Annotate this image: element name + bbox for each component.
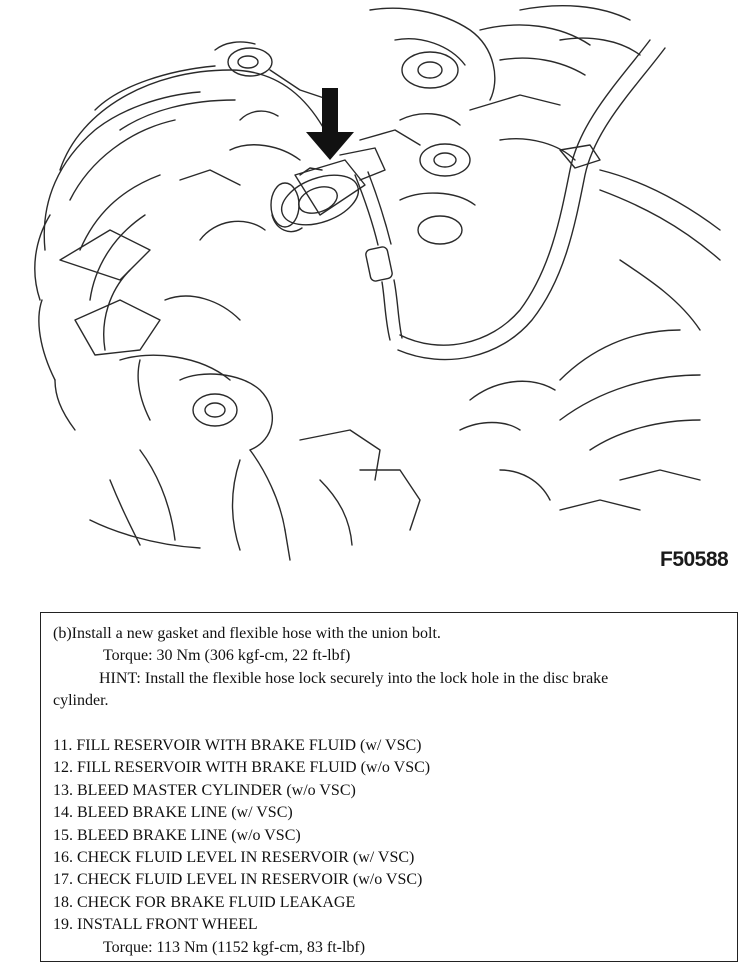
- steering-knuckle-drawing: [360, 6, 640, 244]
- procedure-step: 15. BLEED BRAKE LINE (w/o VSC): [53, 826, 301, 844]
- rotor-edge-drawing: [460, 330, 700, 510]
- procedure-step: 11. FILL RESERVOIR WITH BRAKE FLUID (w/ VSC): [53, 737, 422, 755]
- hint-text: HINT: Install the flexible hose lock securely into the lock hole in the disc brake: [99, 669, 609, 687]
- procedure-step: 16. CHECK FLUID LEVEL IN RESERVOIR (w/ VSC): [53, 849, 415, 867]
- procedure-step: 12. FILL RESERVOIR WITH BRAKE FLUID (w/o VSC): [53, 759, 431, 777]
- procedure-step: 17. CHECK FLUID LEVEL IN RESERVOIR (w/o VSC): [53, 871, 423, 889]
- figure-id-label: F50588: [660, 548, 729, 571]
- down-arrow-pointer-icon: [306, 88, 354, 160]
- torque-b-text: Torque: 30 Nm (306 kgf-cm, 22 ft-lbf): [103, 647, 351, 665]
- step-b-text: (b)Install a new gasket and flexible hose with the union bolt.: [53, 625, 441, 642]
- procedure-step: 19. INSTALL FRONT WHEEL: [53, 916, 258, 934]
- hint-text-continued: cylinder.: [53, 692, 109, 710]
- procedure-step: 13. BLEED MASTER CYLINDER (w/o VSC): [53, 781, 356, 799]
- torque-19-text: Torque: 113 Nm (1152 kgf-cm, 83 ft-lbf): [103, 938, 366, 956]
- flexible-hose-drawing: [355, 172, 402, 340]
- caliper-body-drawing: [35, 42, 330, 548]
- union-bolt-drawing: [271, 148, 385, 234]
- brake-tube-drawing: [398, 40, 720, 360]
- instructions-box: [40, 612, 738, 962]
- mounting-bracket-drawing: [110, 374, 420, 560]
- spacer: [53, 713, 727, 735]
- procedure-step: 18. CHECK FOR BRAKE FLUID LEAKAGE: [53, 893, 356, 911]
- procedure-step: 14. BLEED BRAKE LINE (w/ VSC): [53, 804, 293, 822]
- procedure-step-list: [53, 735, 727, 937]
